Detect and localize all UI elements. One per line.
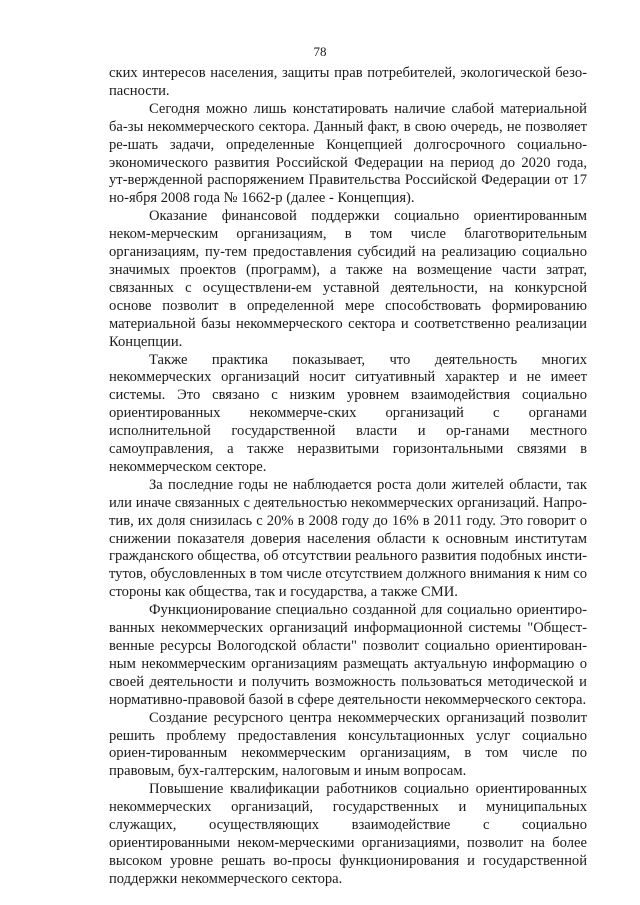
paragraph: За последние годы не наблюдается роста доли жителей области, так или иначе связанных с деятельностью некоммерческих организаций. Напро-тив, их доля снизилась с 20% в 2008 году до 16% в 2011 году. Это говорит о снижении показателя доверия населения области к основным институтам гражданского общества, об отсутствии реального развития подобных инсти-тутов, обусловленных в том числе отсутствием должного внимания к ним со стороны как общества, так и государства, а также СМИ. <box>109 476 587 601</box>
paragraph: Также практика показывает, что деятельность многих некоммерческих организаций носит ситуативный характер и не имеет системы. Это связано с низким уровнем взаимодействия социально ориентированных некоммерче-ских организаций с органами исполнительной государственной власти и ор-ганами местного самоуправления, а также неразвитыми горизонтальными связями в некоммерческом секторе. <box>109 351 587 475</box>
paragraph: Создание ресурсного центра некоммерческих организаций позволит решить проблему предоставления консультационных услуг социально ориен-тированным некоммерческим организациям, в том числе по правовым, бух-галтерским, налоговым и иным вопросам. <box>109 709 587 780</box>
document-body <box>109 65 587 889</box>
paragraph: Оказание финансовой поддержки социально ориентированным неком-мерческим организациям, в том числе благотворительным организациям, пу-тем предоставления субсидий на реализацию социально значимых проектов (программ), а также на возмещение части затрат, связанных с осуществлени-ем уставной деятельности, на конкурсной основе позволит в определенной мере способствовать формированию материальной базы некоммерческого сектора и соответственно реализации Концепции. <box>109 208 587 350</box>
paragraph: Сегодня можно лишь констатировать наличие слабой материальной ба-зы некоммерческого сектора. Данный факт, в свою очередь, не позволяет ре-шать задачи, определенные Концепцией долгосрочного социально-экономического развития Российской Федерации на период до 2020 года, ут-вержденной распоряжением Правительства Российской Федерации от 17 но-ября 2008 года № 1662-р (далее - Концепция). <box>109 100 587 207</box>
paragraph: Повышение квалификации работников социально ориентированных некоммерческих организаций, государственных и муниципальных служащих, осуществляющих взаимодействие с социально ориентированными неком-мерческими организациями, позволит на более высоком уровне решать во-просы функционирования и государственной поддержки некоммерческого сектора. <box>109 781 587 887</box>
page-number: 78 <box>313 44 327 59</box>
paragraph-continuation: ских интересов населения, защиты прав потребителей, экологической безо-пасности. <box>109 65 587 99</box>
paragraph: Функционирование специально созданной для социально ориентиро-ванных некоммерческих организаций информационной системы "Общест-венные ресурсы Вологодской области" позволит социально ориентирован-ным некоммерческим организациям размещать актуальную информацию о своей деятельности и получить возможность пользоваться методической и нормативно-правовой базой в сфере деятельности некоммерческого сектора. <box>109 602 587 708</box>
